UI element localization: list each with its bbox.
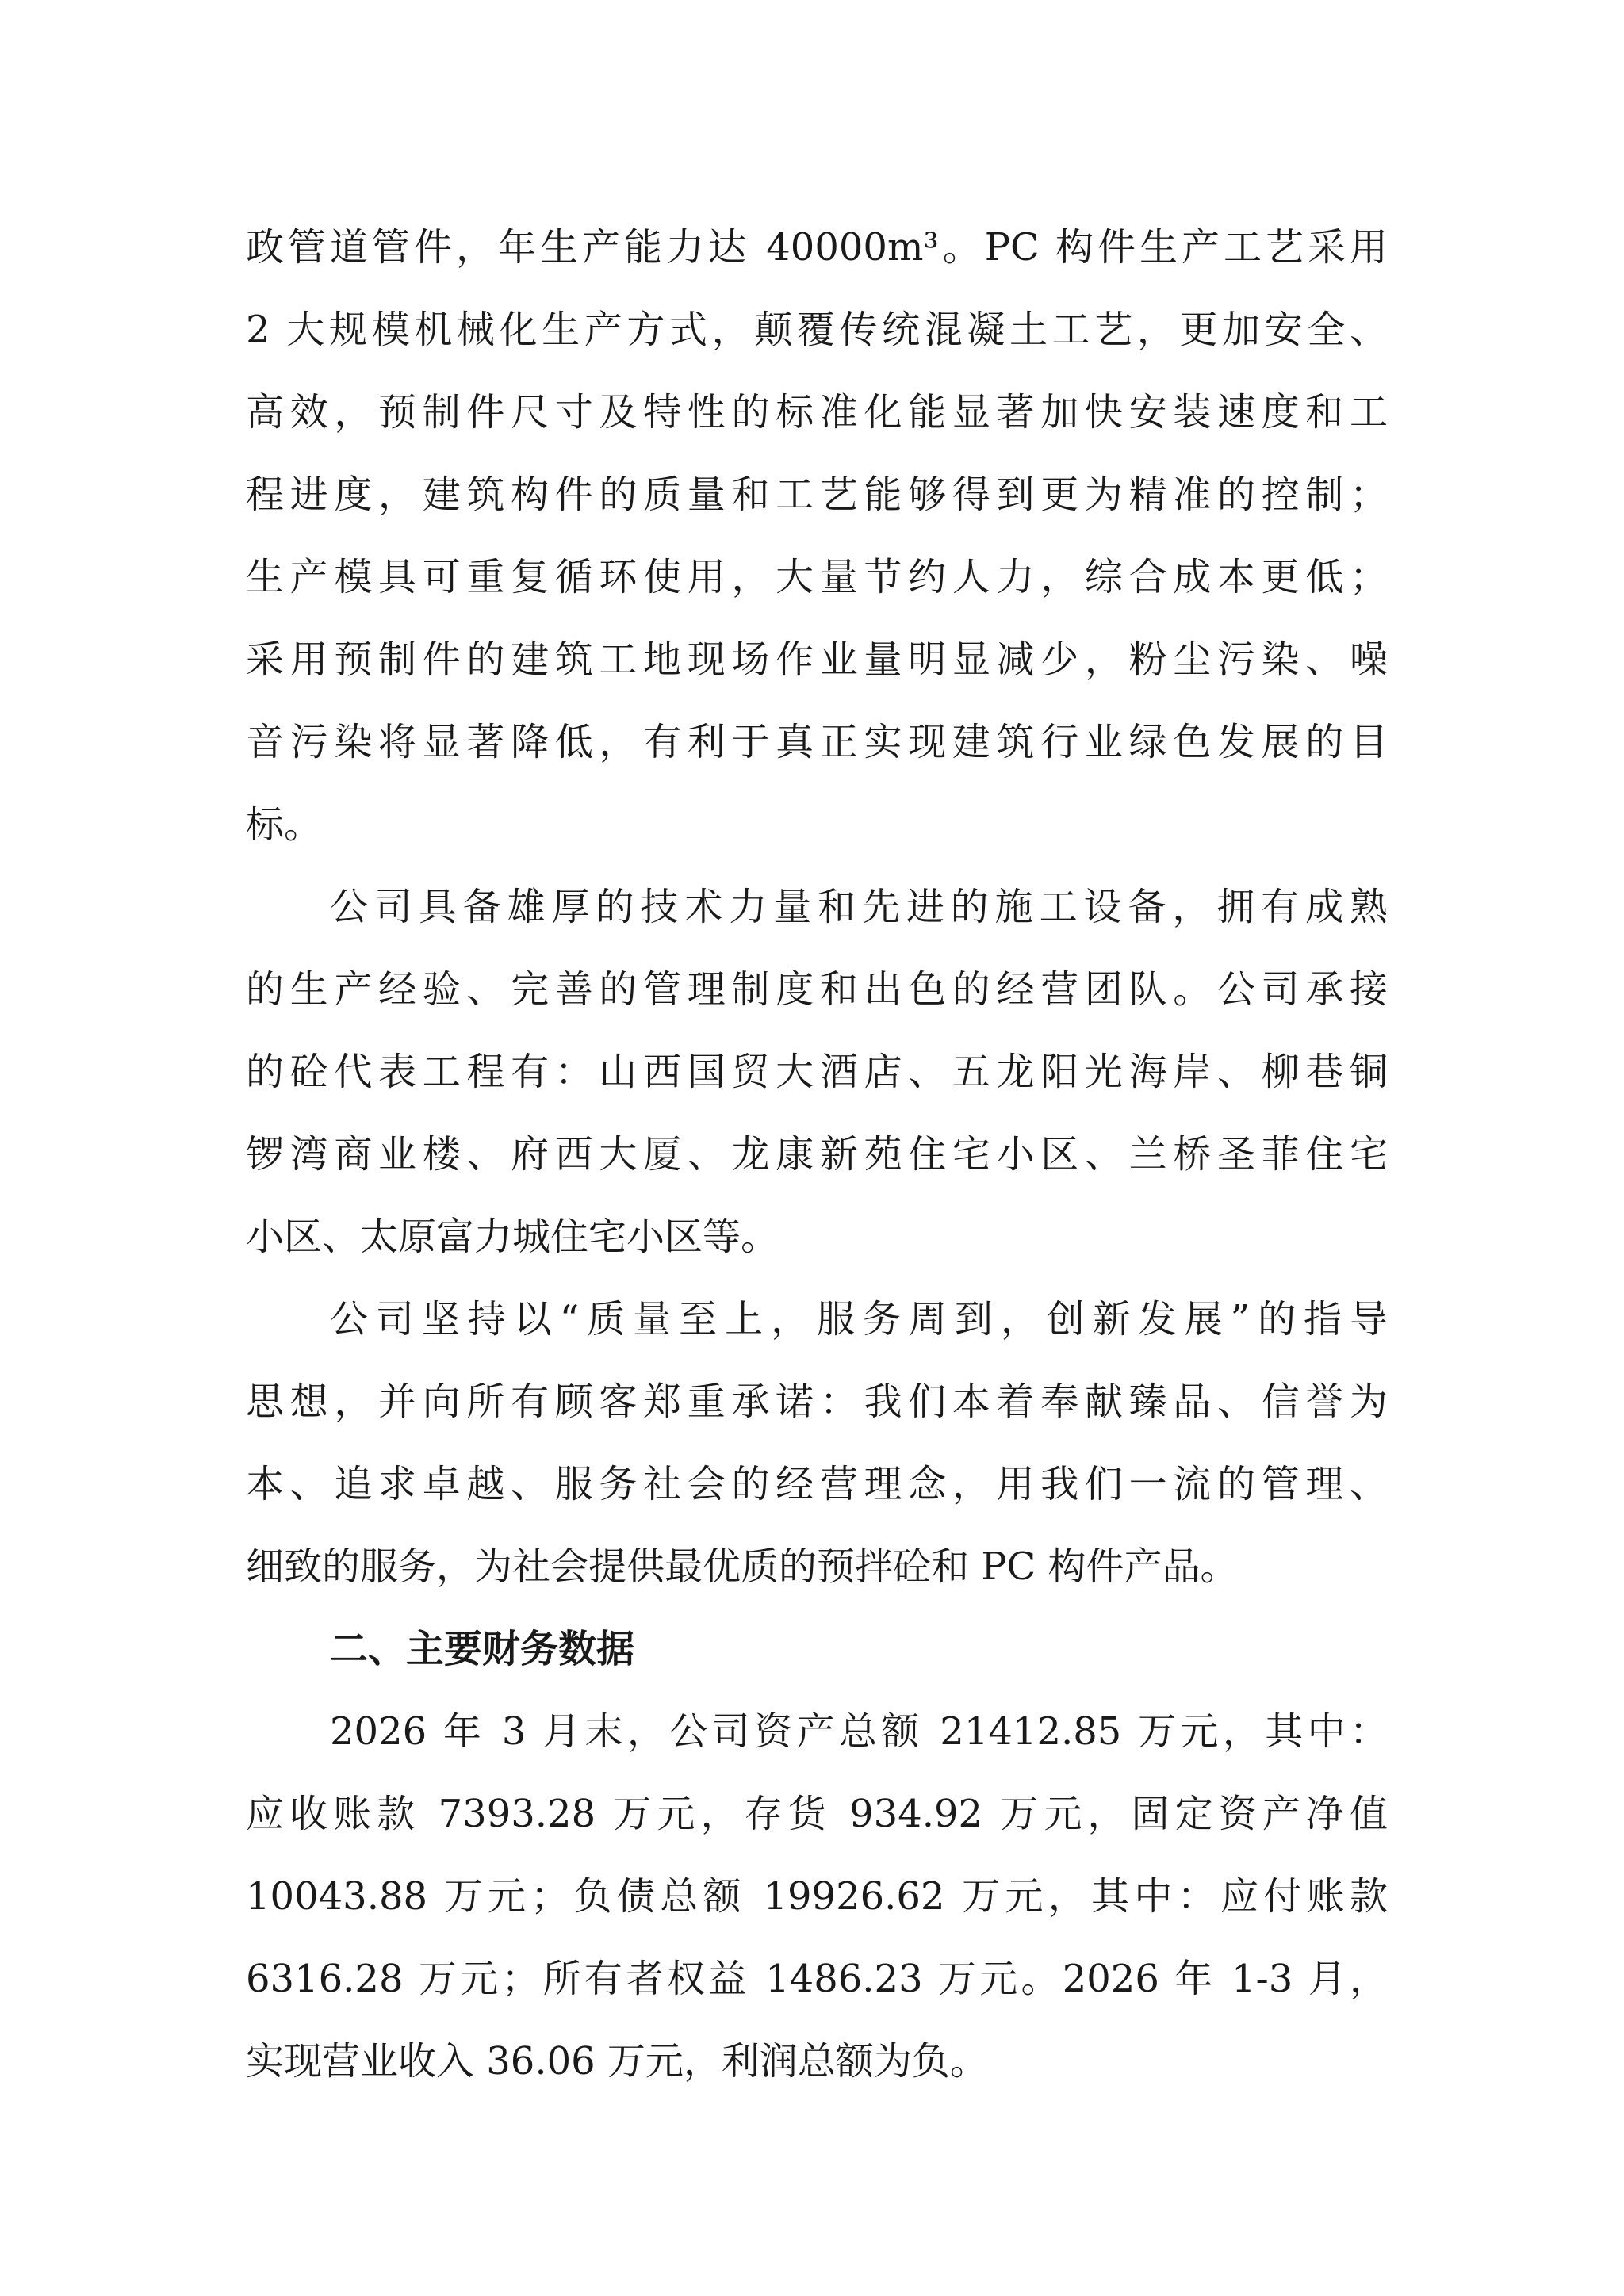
paragraph-3-line-4: 细致的服务，为社会提供最优质的预拌砼和 PC 构件产品。 (246, 1544, 1239, 1589)
paragraph-4-line-2: 应收账款 7393.28 万元，存货 934.92 万元，固定资产净值 (246, 1792, 1388, 1836)
paragraph-1-line-4: 程进度，建筑构件的质量和工艺能够得到更为精准的控制； (246, 473, 1388, 517)
paragraph-3-line-3: 本、追求卓越、服务社会的经营理念，用我们一流的管理、 (246, 1462, 1388, 1506)
paragraph-4-line-3: 10043.88 万元；负债总额 19926.62 万元，其中：应付账款 (246, 1874, 1388, 1919)
paragraph-3-line-1: 公司坚持以“质量至上，服务周到，创新发展”的指导 (330, 1297, 1388, 1341)
paragraph-4-line-5: 实现营业收入 36.06 万元，利润总额为负。 (246, 2039, 988, 2084)
paragraph-1-line-7: 音污染将显著降低，有利于真正实现建筑行业绿色发展的目 (246, 720, 1388, 764)
paragraph-1-line-8: 标。 (246, 802, 323, 847)
section-heading: 二、主要财务数据 (330, 1627, 635, 1671)
paragraph-2-line-4: 锣湾商业楼、府西大厦、龙康新苑住宅小区、兰桥圣菲住宅 (246, 1132, 1388, 1177)
paragraph-2-line-1: 公司具备雄厚的技术力量和先进的施工设备，拥有成熟 (330, 885, 1388, 929)
paragraph-3-line-2: 思想，并向所有顾客郑重承诺：我们本着奉献臻品、信誉为 (246, 1380, 1388, 1424)
paragraph-4-line-1: 2026 年 3 月末，公司资产总额 21412.85 万元，其中： (330, 1709, 1388, 1754)
paragraph-2-line-3: 的砼代表工程有：山西国贸大酒店、五龙阳光海岸、柳巷铜 (246, 1050, 1388, 1094)
paragraph-1-line-2: 2 大规模机械化生产方式，颠覆传统混凝土工艺，更加安全、 (246, 308, 1388, 352)
paragraph-1-line-6: 采用预制件的建筑工地现场作业量明显减少，粉尘污染、噪 (246, 637, 1388, 682)
paragraph-1-line-5: 生产模具可重复循环使用，大量节约人力，综合成本更低； (246, 555, 1388, 599)
paragraph-1-line-1: 政管道管件，年生产能力达 40000m³。PC 构件生产工艺采用 (246, 225, 1388, 270)
paragraph-2-line-5: 小区、太原富力城住宅小区等。 (246, 1215, 779, 1259)
paragraph-2-line-2: 的生产经验、完善的管理制度和出色的经营团队。公司承接 (246, 967, 1388, 1012)
paragraph-1-line-3: 高效，预制件尺寸及特性的标准化能显著加快安装速度和工 (246, 390, 1388, 434)
paragraph-4-line-4: 6316.28 万元；所有者权益 1486.23 万元。2026 年 1-3 月， (246, 1957, 1388, 2001)
